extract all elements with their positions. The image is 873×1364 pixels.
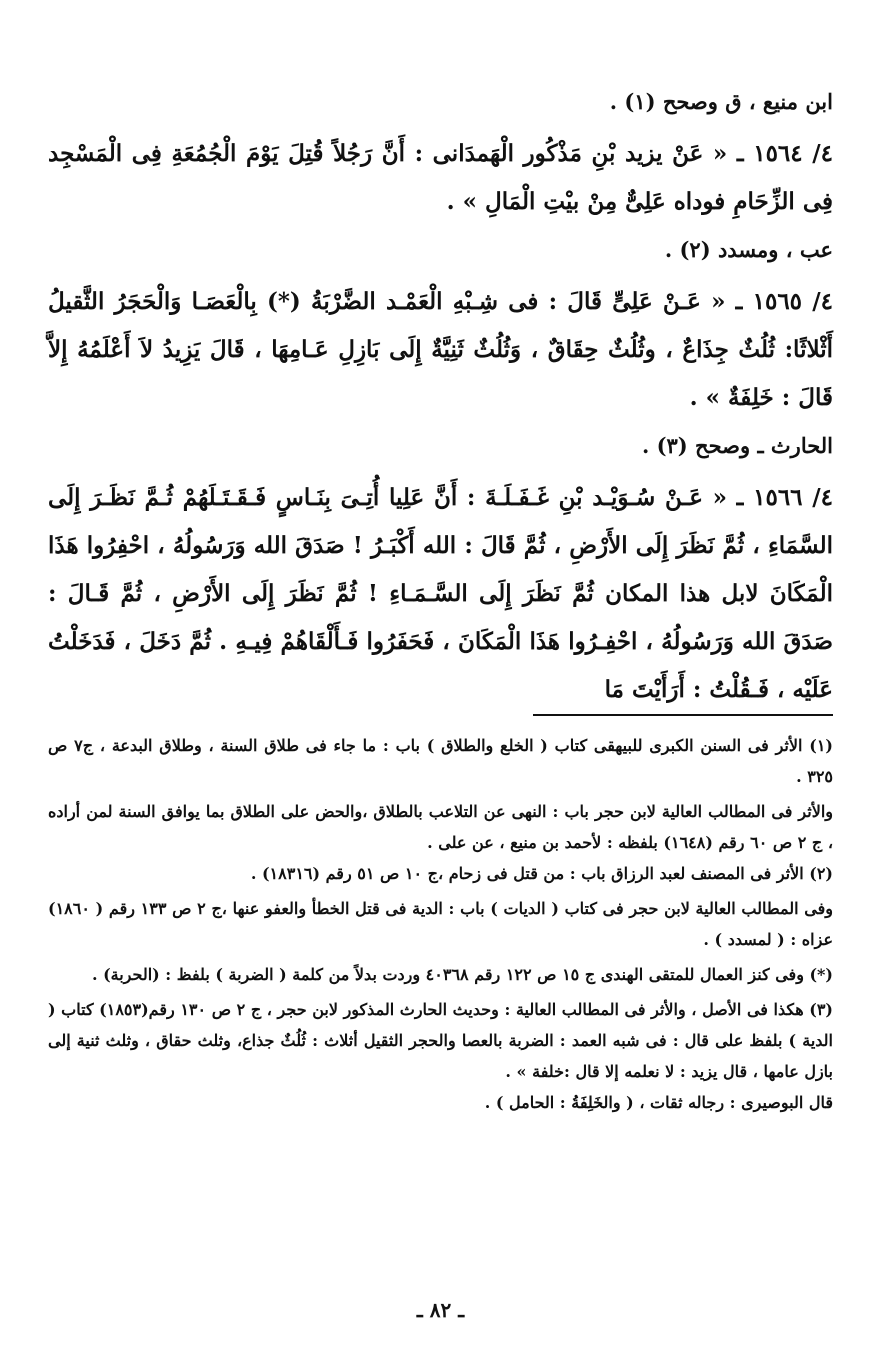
- source-line-2: عب ، ومسدد (٢) .: [664, 237, 833, 262]
- footnote-3: (٣) هكذا فى الأصل ، والأثر فى المطالب العالية : وحديث الحارث المذكور لابن حجر ، ج ٢ ص ١٣٠ رقم(١٨٥٣) كتاب ( الدية ) بلفظ على قال : فى شبه العمد : الضربة بالعصا والحجر الثقيل أثلاث : ثُلُثٌ جذاع، وثلث حقاق ، وثلث ثنية إلى بازل عامها ، قال يزيد : لا نعلمه إلا قال :خلفة » .: [48, 1000, 833, 1081]
- footnote-1: (١) الأثر فى السنن الكبرى للبيهقى كتاب ( الخلع والطلاق ) باب : ما جاء فى طلاق السنة ، وطلاق البدعة ، ج٧ ص ٣٢٥ .: [48, 736, 833, 786]
- footnote-3-continued: قال البوصيرى : رجاله ثقات ، ( والخَلِفَةُ : الحامل ) .: [484, 1093, 833, 1112]
- hadith-1566: ٤/ ١٥٦٦ ـ « عَـنْ سُـوَيْـد بْنِ غَـفَـلَـةَ : أَنَّ عَلِيا أُتِـىَ بِنَـاسٍ فَـقَـتَـلَهُمْ ثُـمَّ نَظَـرَ إِلَى السَّمَاءِ ، ثُمَّ نَظَرَ إِلَى الأَرْضِ ، ثُمَّ قَالَ : الله أَكْبَـرُ ! صَدَقَ الله وَرَسُولُهُ ، احْفِرُوا هَذَا الْمَكَانَ لابل هذا المكان ثُمَّ نَظَرَ إِلَى السَّـمَـاءِ ! ثُمَّ نَظَرَ إِلَى الأَرْضِ ، ثُمَّ قَـالَ : صَدَقَ الله وَرَسُولُهُ ، احْفِـرُوا هَذَا الْمَكَانَ ، فَحَفَرُوا فَـأَلْقَاهُمْ فِيـهِ . ثُمَّ دَخَلَ ، فَدَخَلْتُ عَلَيْه ، فَـقُلْتُ : أَرَأَيْتَ مَا: [48, 484, 833, 703]
- footnote-2: (٢) الأثر فى المصنف لعبد الرزاق باب : من قتل فى زحام ،ج ١٠ ص ٥١ رقم (١٨٣١٦) .: [250, 864, 833, 883]
- source-line-3: الحارث ـ وصحح (٣) .: [641, 433, 833, 458]
- main-text: [48, 78, 833, 714]
- page-number: ـ ٨٢ ـ: [416, 1298, 465, 1322]
- footnote-1-continued: والأثر فى المطالب العالية لابن حجر باب : النهى عن التلاعب بالطلاق ،والحض على الطلاق بما يوافق السنة لمن أراده ، ج ٢ ص ٦٠ رقم (١٦٤٨) بلفظه : لأحمد بن منيع ، عن على .: [48, 802, 833, 852]
- hadith-1565: ٤/ ١٥٦٥ ـ « عَـنْ عَلِىٍّ قَالَ : فى شِـبْهِ الْعَمْـد الضَّرْبَةُ (*) بِالْعَصَـا وَالْحَجَرُ الثَّقيلُ أَثْلاثًا: ثُلُثٌ جِذَاعٌ ، وثُلُثٌ حِقَاقٌ ، وَثُلُثٌ ثَنِيَّةٌ إِلَى بَازِلِ عَـامِهَا ، قَالَ يَزِيدُ لاَ أَعْلَمُهُ إِلاَّ قَالَ : خَلِفَةٌ » .: [48, 288, 833, 411]
- footnote-divider: [533, 714, 833, 716]
- footnote-2-continued: وفى المطالب العالية لابن حجر فى كتاب ( الديات ) باب : الدية فى قتل الخطأ والعفو عنها ،ج ٢ ص ١٣٣ رقم ( ١٨٦٠) عزاه : ( لمسدد ) .: [48, 899, 834, 949]
- footnotes: [48, 730, 833, 1118]
- footnote-star: (*) وفى كنز العمال للمتقى الهندى ج ١٥ ص ١٢٢ رقم ٤٠٣٦٨ وردت بدلاً من كلمة ( الضربة ) بلفظ : (الحربة) .: [91, 965, 833, 984]
- source-line-1: ابن منيع ، ق وصحح (١) .: [609, 89, 833, 114]
- book-page: [48, 78, 833, 1364]
- hadith-1564: ٤/ ١٥٦٤ ـ « عَنْ يزيد بْنِ مَذْكُور الْهَمدَانى : أَنَّ رَجُلاً قُتِلَ يَوْمَ الْجُمُعَةِ فِى الْمَسْجِد فِى الزِّحَامِ فوداه عَلِىٌّ مِنْ بيْتِ الْمَالِ » .: [48, 140, 833, 215]
